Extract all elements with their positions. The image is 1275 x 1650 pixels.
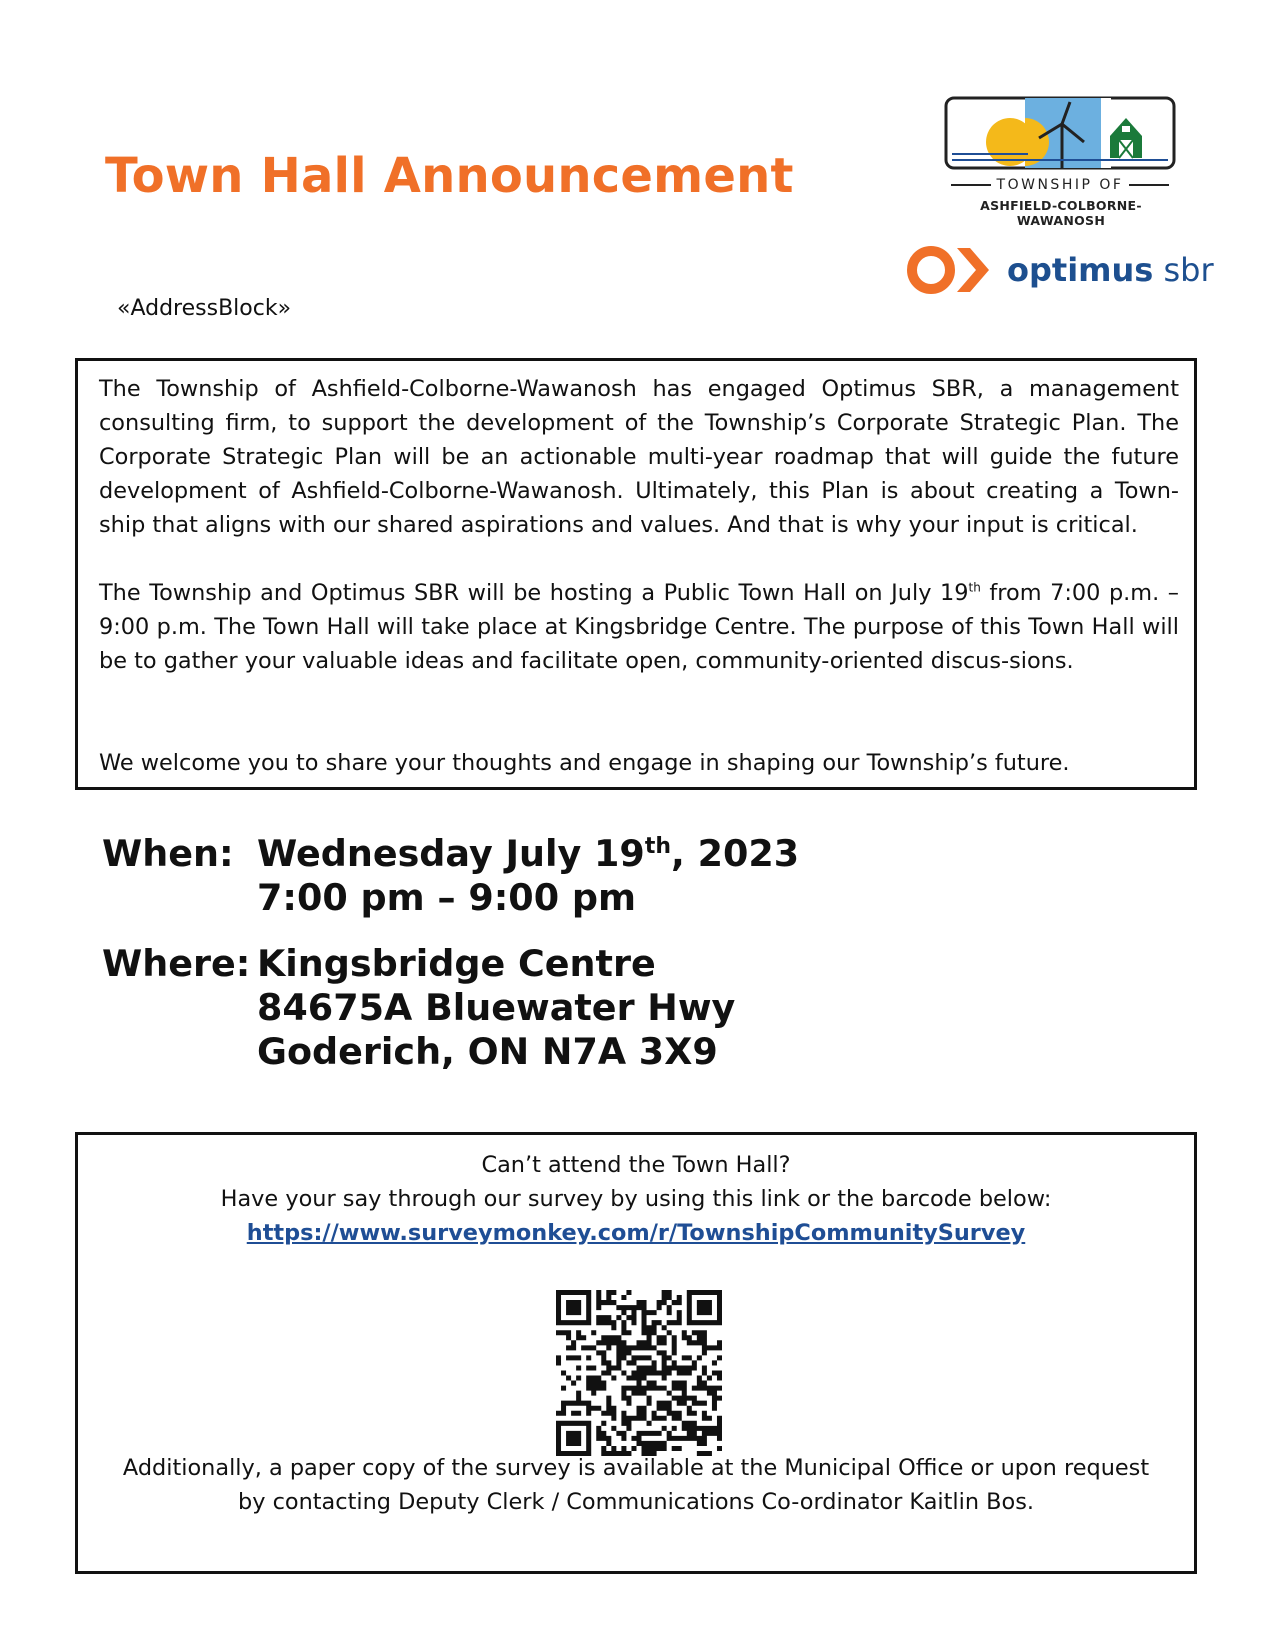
venue-street: 84675A Bluewater Hwy: [257, 986, 736, 1029]
survey-footer-line1: Additionally, a paper copy of the survey is available at the Municipal Office or upon request: [122, 1455, 1150, 1481]
township-name-line2: ASHFIELD-COLBORNE-WAWANOSH: [980, 198, 1142, 228]
where-label: Where:: [102, 942, 251, 985]
township-name-line1: [944, 177, 1176, 193]
event-date-text: Wednesday July 19: [257, 832, 645, 875]
survey-footer-line2: by contacting Deputy Clerk / Communications Co-ordinator Kaitlin Bos.: [237, 1489, 1035, 1515]
optimus-logo: [907, 244, 1214, 296]
intro-paragraph-2-text: The Township and Optimus SBR will be hosting a Public Town Hall on July 19: [99, 580, 969, 606]
event-date-year: , 2023: [671, 832, 800, 875]
township-name-text: TOWNSHIP OF: [996, 177, 1124, 193]
divider: [951, 184, 991, 186]
intro-box: [75, 358, 1197, 790]
intro-paragraph-2-text-cont: from 7:00 p.m. – 9:00 p.m. The Town Hall will take place at Kingsbridge Centre. The purpose of this Town Hall will be to gather your valuable ideas and facilitate open, community-oriented discus-sions.: [99, 580, 1179, 674]
address-block: «AddressBlock»: [117, 296, 292, 321]
ordinal-suffix: th: [968, 580, 981, 595]
qr-code-icon[interactable]: [556, 1290, 722, 1456]
event-date: [257, 832, 799, 875]
township-logo-icon: [944, 96, 1176, 174]
intro-paragraph-1: The Township of Ashfield-Colborne-Wawanosh has engaged Optimus SBR, a management consulting firm, to support the development of the Township’s Corporate Strategic Plan. The Corporate Strategic Plan will be an actionable multi-year roadmap that will guide the future development of Ashfield-Colborne-Wawanosh. Ultimately, this Plan is about creating a Town-ship that aligns with our shared aspirations and values. And that is why your input is critical.: [99, 376, 1179, 538]
divider: [1129, 184, 1169, 186]
venue-name: Kingsbridge Centre: [257, 942, 656, 985]
optimus-wordmark-light: sbr: [1153, 251, 1214, 289]
optimus-wordmark-bold: optimus: [1007, 251, 1154, 289]
optimus-wordmark: [1007, 251, 1214, 289]
intro-paragraph-3: We welcome you to share your thoughts and engage in shaping our Township’s future.: [99, 750, 1070, 776]
ordinal-suffix: th: [644, 833, 671, 859]
intro-paragraph-2: [99, 576, 1179, 678]
township-logo: [944, 96, 1176, 174]
venue-city: Goderich, ON N7A 3X9: [257, 1030, 718, 1073]
qr-modules: [556, 1290, 722, 1456]
optimus-logo-icon: [907, 244, 993, 296]
survey-instructions: Have your say through our survey by using this link or the barcode below:: [220, 1186, 1052, 1212]
survey-link[interactable]: https://www.surveymonkey.com/r/TownshipCommunitySurvey: [246, 1220, 1026, 1246]
event-time: 7:00 pm – 9:00 pm: [257, 876, 636, 919]
survey-box: [75, 1132, 1197, 1574]
page-title: Town Hall Announcement: [105, 148, 794, 204]
survey-prompt: Can’t attend the Town Hall?: [481, 1152, 791, 1178]
when-label: When:: [102, 832, 234, 875]
